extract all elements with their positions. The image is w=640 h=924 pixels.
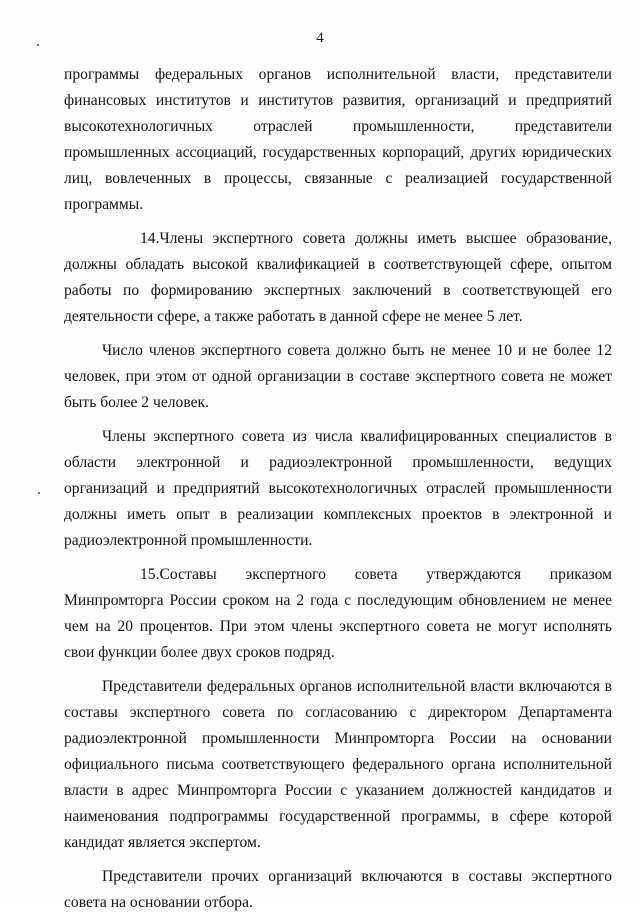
paragraph-text: Представители прочих организаций включаются в составы экспертного совета на основании отбора. [64, 868, 612, 911]
paragraph-text: программы федеральных органов исполнительной власти, представители финансовых институтов и институтов развития, организаций и предприятий высокотехнологичных отраслей промышленности, представители промышленных ассоциаций, государственных корпораций, других юридических лиц, вовлеченных в процессы, связанные с реализацией государственной программы. [64, 66, 612, 213]
paragraph-text: Число членов экспертного совета должно быть не менее 10 и не более 12 человек, при этом от одной организации в составе экспертного совета не может быть более 2 человек. [64, 342, 612, 411]
item-number: 14. [140, 230, 160, 247]
paragraph-item-15 [64, 562, 612, 666]
paragraph-continuation [64, 62, 612, 218]
paragraph-item-14 [64, 226, 612, 330]
paragraph [64, 338, 612, 416]
paragraph-text: Члены экспертного совета должны иметь высшее образование, должны обладать высокой квалификацией в соответствующей сфере, опытом работы по формированию экспертных заключений в соответствующей его деятельности сфере, а также работать в данной сфере не менее 5 лет. [64, 230, 612, 325]
paragraph [64, 674, 612, 856]
item-number: 15. [140, 566, 160, 583]
page-number: 4 [316, 30, 324, 46]
document-body [64, 62, 612, 924]
paragraph-text: Члены экспертного совета из числа квалифицированных специалистов в области электронной и радиоэлектронной промышленности, ведущих организаций и предприятий высокотехнологичных отраслей промышленности должны иметь опыт в реализации комплексных проектов в электронной и радиоэлектронной промышленности. [64, 428, 612, 549]
scan-speck [38, 492, 40, 494]
paragraph-text: Составы экспертного совета утверждаются приказом Минпромторга России сроком на 2 года с последующим обновлением не менее чем на 20 процентов. При этом члены экспертного совета не могут исполнять свои функции более двух сроков подряд. [64, 566, 612, 661]
paragraph-text: Представители федеральных органов исполнительной власти включаются в составы экспертного совета по согласованию с директором Департамента радиоэлектронной промышленности Минпромторга России на основании официального письма соответствующего федерального органа исполнительной власти в адрес Минпромторга России с указанием должностей кандидатов и наименования подпрограммы государственной программы, в сфере которой кандидат является экспертом. [64, 678, 612, 851]
paragraph [64, 864, 612, 916]
paragraph [64, 424, 612, 554]
